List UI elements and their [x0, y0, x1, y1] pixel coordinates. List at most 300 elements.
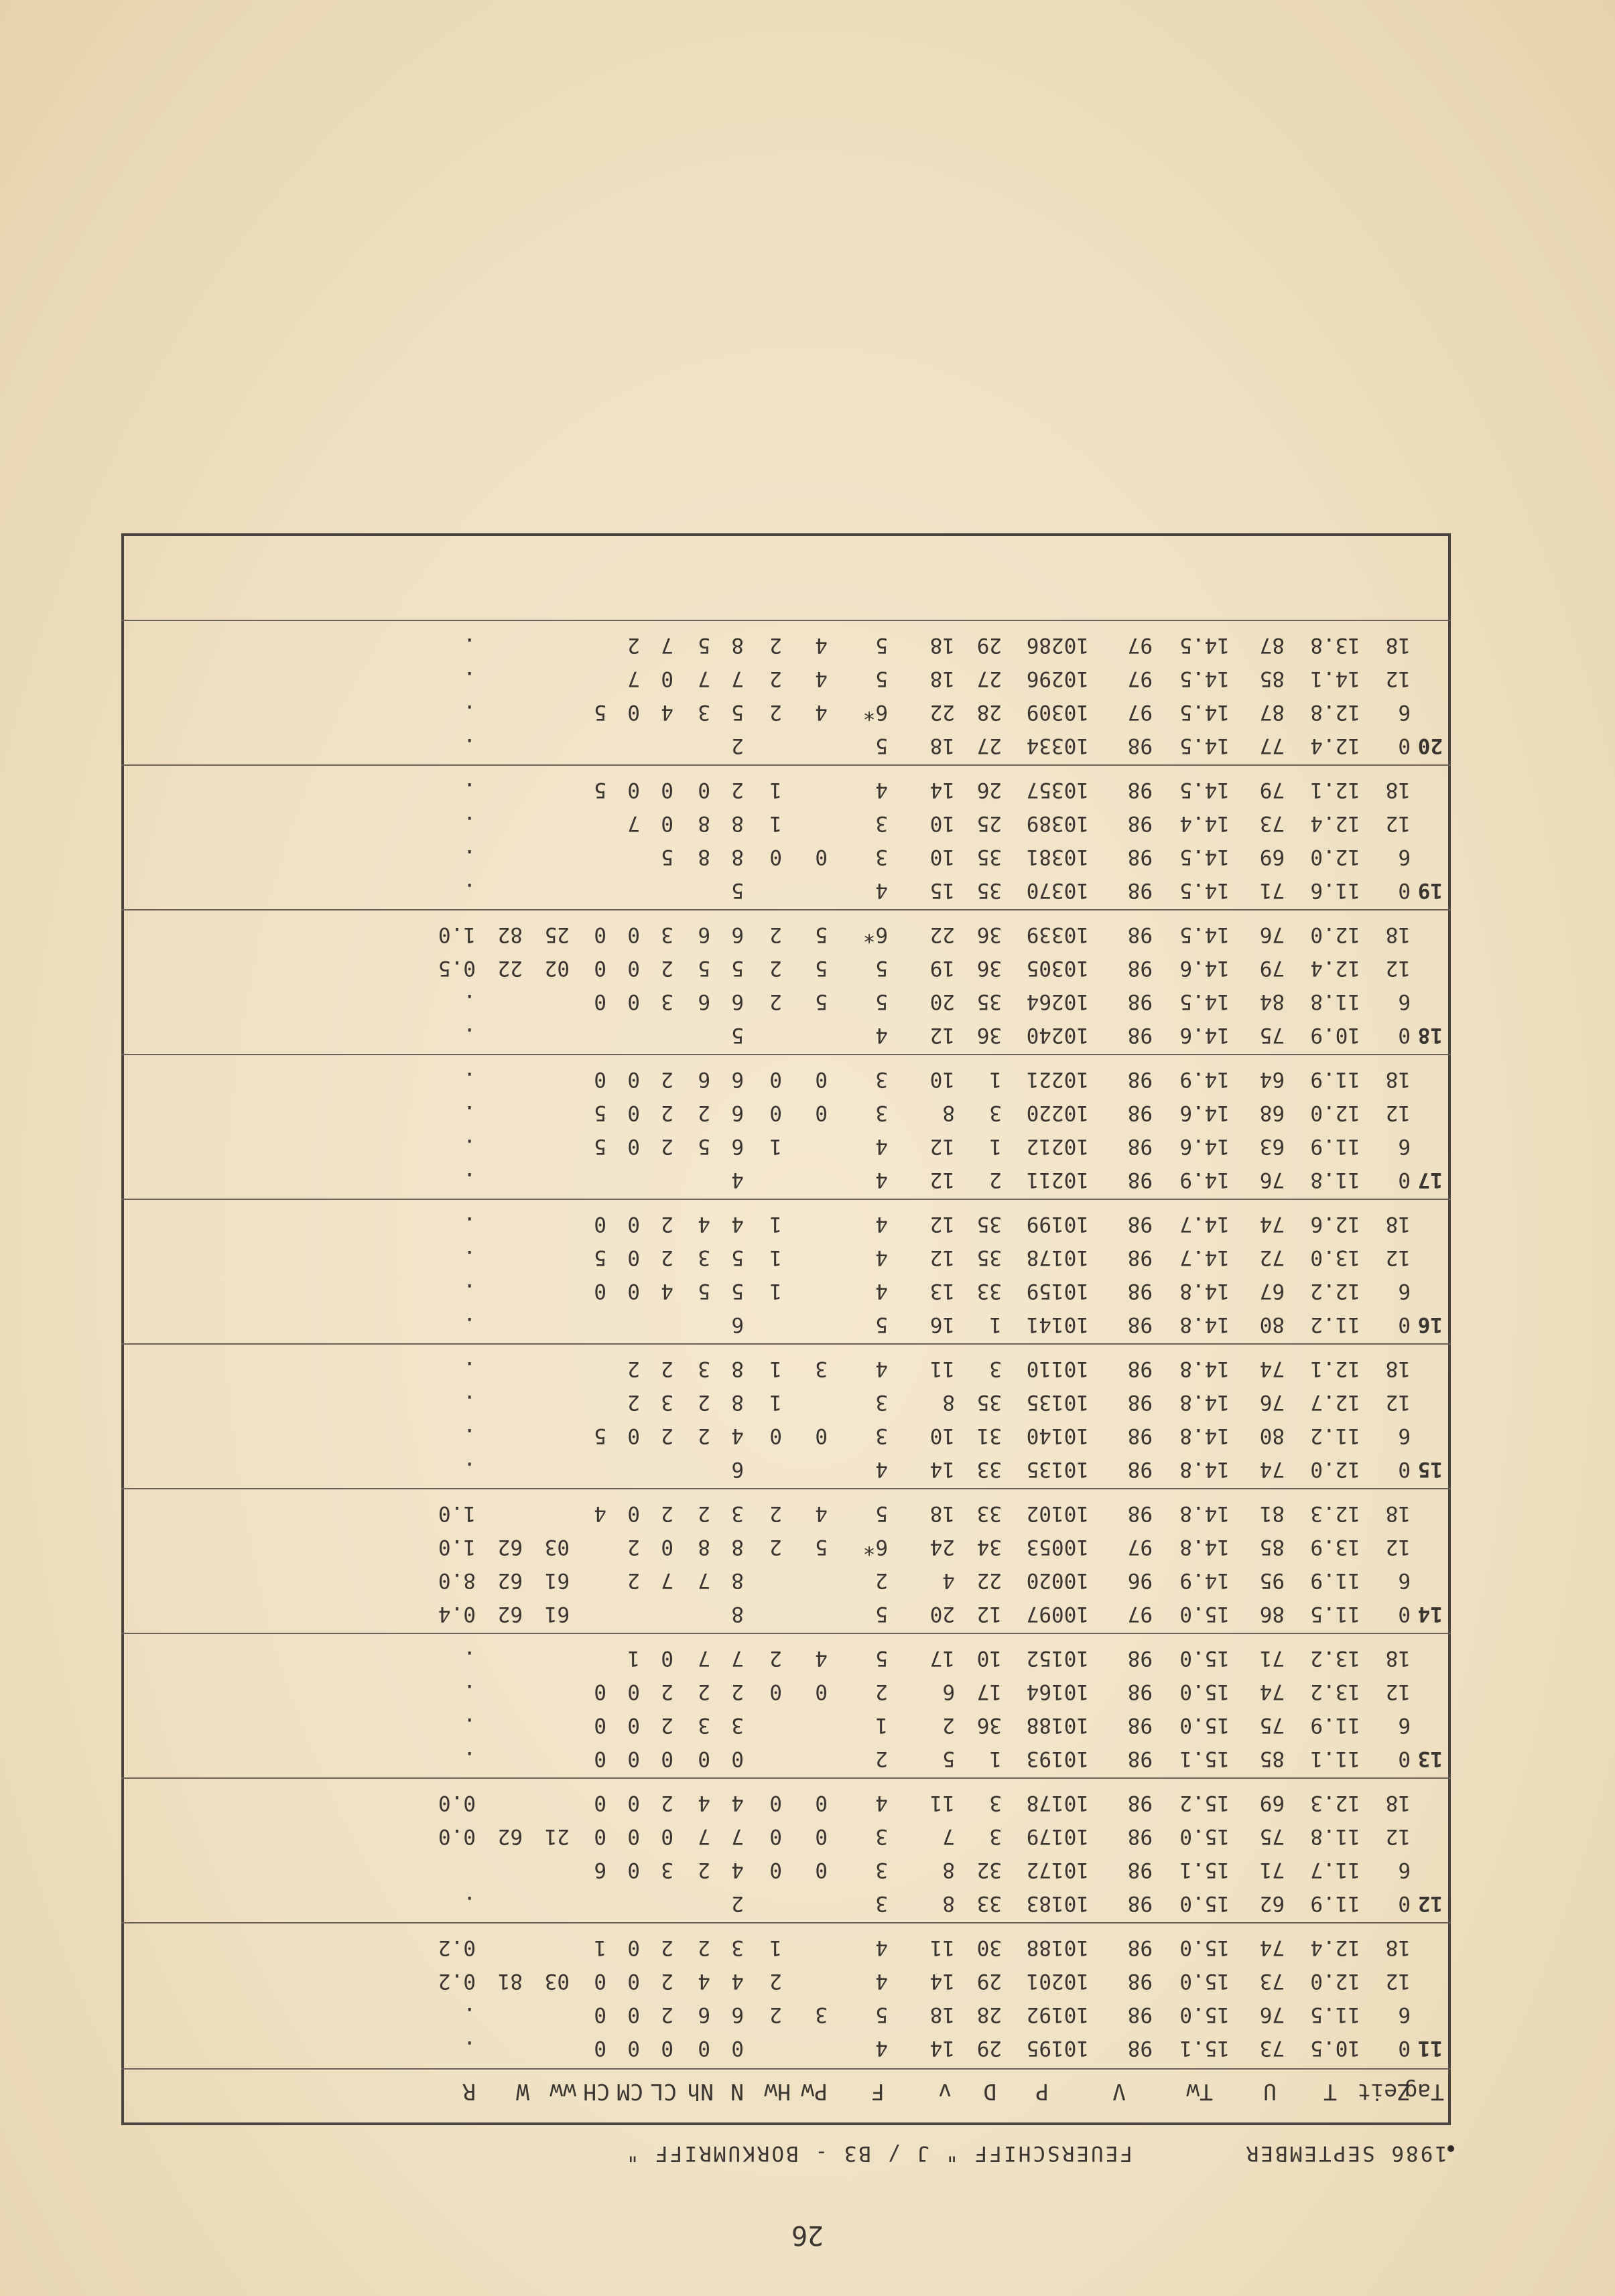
cell-nh: 2 — [698, 1858, 710, 1882]
cell-u: 79 — [1259, 778, 1285, 802]
table-row — [121, 691, 1451, 724]
cell-v: 10 — [929, 1424, 955, 1448]
cell-nh: 3 — [698, 1713, 710, 1737]
cell-n: 6 — [731, 1457, 744, 1481]
cell-u: 75 — [1259, 1824, 1285, 1848]
cell-nh: 6 — [698, 1067, 710, 1091]
cell-t: 12.0 — [1310, 1101, 1360, 1125]
column-header: Zeit — [1357, 2079, 1411, 2105]
cell-ch: 5 — [594, 1245, 606, 1270]
cell-nh: 5 — [698, 956, 710, 980]
cell-ch: 0 — [594, 2003, 606, 2027]
cell-r: . — [463, 1646, 476, 1670]
cell-f: 2 — [875, 1680, 888, 1704]
cell-n: 8 — [731, 1357, 744, 1381]
cell-v: 10 — [929, 811, 955, 835]
table-row — [121, 1737, 1451, 1771]
cell-r: . — [463, 633, 476, 657]
cell-pw: 0 — [815, 1424, 828, 1448]
cell-f: 3 — [875, 1891, 888, 1915]
cell-nh: 4 — [698, 1212, 710, 1236]
cell-v: 98 — [1127, 923, 1153, 947]
cell-v: 5 — [942, 1747, 955, 1771]
cell-t: 11.9 — [1310, 1891, 1360, 1915]
day-separator — [121, 620, 1451, 621]
cell-cl: 3 — [661, 923, 673, 947]
cell-zeit: 6 — [1398, 1279, 1411, 1303]
cell-tw: 14.8 — [1179, 1390, 1230, 1414]
table-row — [121, 1203, 1451, 1236]
cell-n: 8 — [731, 1568, 744, 1593]
cell-cm: 0 — [627, 1212, 640, 1236]
cell-p: 10102 — [1026, 1501, 1089, 1526]
cell-r: . — [463, 1245, 476, 1270]
cell-t: 12.7 — [1310, 1390, 1360, 1414]
cell-hw: 0 — [769, 845, 782, 869]
cell-nh: 2 — [698, 1424, 710, 1448]
cell-hw: 0 — [769, 1424, 782, 1448]
cell-d: 10 — [976, 1646, 1002, 1670]
cell-zeit: 0 — [1398, 1457, 1411, 1481]
cell-f: 5 — [875, 734, 888, 758]
cell-v: 2 — [942, 1713, 955, 1737]
cell-v: 20 — [929, 990, 955, 1014]
cell-nh: 7 — [698, 667, 710, 691]
cell-tag: 15 — [1417, 1457, 1443, 1481]
table-row — [121, 1236, 1451, 1270]
table-row — [121, 1414, 1451, 1448]
column-header: Hw — [764, 2079, 791, 2105]
table-row — [121, 869, 1451, 902]
cell-u: 85 — [1259, 667, 1285, 691]
cell-zeit: 18 — [1385, 1067, 1411, 1091]
cell-p: 10357 — [1026, 778, 1089, 802]
cell-ch: 0 — [594, 1791, 606, 1815]
cell-zeit: 18 — [1385, 1791, 1411, 1815]
cell-f: 4 — [875, 1245, 888, 1270]
cell-hw: 2 — [769, 2003, 782, 2027]
heading-ship: FEUERSCHIFF " J / B3 - BORKUMRIFF " — [624, 2141, 1133, 2165]
cell-hw: 0 — [769, 1101, 782, 1125]
cell-tw: 14.8 — [1179, 1279, 1230, 1303]
cell-v: 6 — [942, 1680, 955, 1704]
cell-v: 98 — [1127, 1824, 1153, 1848]
cell-f: 6* — [862, 923, 888, 947]
cell-cl: 0 — [661, 778, 673, 802]
cell-f: 4 — [875, 1457, 888, 1481]
cell-n: 3 — [731, 1501, 744, 1526]
cell-v: 11 — [929, 1791, 955, 1815]
cell-v: 18 — [929, 1501, 955, 1526]
cell-cl: 5 — [661, 845, 673, 869]
cell-p: 10193 — [1026, 1747, 1089, 1771]
cell-tw: 14.5 — [1179, 845, 1230, 869]
cell-hw: 2 — [769, 633, 782, 657]
cell-cm: 0 — [627, 2036, 640, 2060]
cell-u: 73 — [1259, 1969, 1285, 1993]
cell-v: 98 — [1127, 1424, 1153, 1448]
cell-nh: 4 — [698, 1791, 710, 1815]
cell-zeit: 6 — [1398, 1858, 1411, 1882]
cell-d: 33 — [976, 1279, 1002, 1303]
cell-nh: 3 — [698, 700, 710, 724]
cell-hw: 2 — [769, 1501, 782, 1526]
cell-v: 98 — [1127, 811, 1153, 835]
table-row — [121, 947, 1451, 980]
cell-p: 10212 — [1026, 1134, 1089, 1158]
column-header: R — [462, 2079, 476, 2105]
cell-r: . — [463, 1390, 476, 1414]
cell-v: 98 — [1127, 1312, 1153, 1337]
cell-f: 4 — [875, 1279, 888, 1303]
table-row — [121, 1091, 1451, 1125]
cell-r: . — [463, 1067, 476, 1091]
day-separator — [121, 1922, 1451, 1923]
column-header: W — [516, 2079, 529, 2105]
cell-tag: 18 — [1417, 1023, 1443, 1047]
cell-n: 5 — [731, 1245, 744, 1270]
cell-zeit: 12 — [1385, 956, 1411, 980]
table-row — [121, 1960, 1451, 1993]
cell-hw: 1 — [769, 1134, 782, 1158]
cell-hw: 2 — [769, 990, 782, 1014]
cell-n: 5 — [731, 878, 744, 902]
cell-zeit: 18 — [1385, 1501, 1411, 1526]
cell-d: 1 — [989, 1134, 1002, 1158]
table-row — [121, 913, 1451, 947]
cell-cm: 0 — [627, 923, 640, 947]
cell-cm: 2 — [627, 1390, 640, 1414]
cell-nh: 8 — [698, 811, 710, 835]
cell-nh: 6 — [698, 990, 710, 1014]
cell-cl: 0 — [661, 1535, 673, 1559]
cell-hw: 1 — [769, 1390, 782, 1414]
cell-v: 8 — [942, 1390, 955, 1414]
cell-hw: 0 — [769, 1791, 782, 1815]
cell-v: 12 — [929, 1168, 955, 1192]
cell-v: 12 — [929, 1245, 955, 1270]
cell-r: . — [463, 1312, 476, 1337]
cell-cm: 0 — [627, 1791, 640, 1815]
cell-f: 4 — [875, 1134, 888, 1158]
cell-zeit: 18 — [1385, 778, 1411, 802]
cell-cm: 0 — [627, 1134, 640, 1158]
cell-w: 81 — [497, 1969, 523, 1993]
cell-v: 12 — [929, 1023, 955, 1047]
column-header: CH — [583, 2079, 610, 2105]
cell-hw: 0 — [769, 1824, 782, 1848]
cell-v: 97 — [1127, 667, 1153, 691]
cell-r: . — [463, 734, 476, 758]
cell-w: 82 — [497, 923, 523, 947]
cell-r: . — [463, 1101, 476, 1125]
column-header-row — [121, 2070, 1451, 2110]
cell-u: 74 — [1259, 1936, 1285, 1960]
cell-f: 4 — [875, 1168, 888, 1192]
cell-u: 86 — [1259, 1602, 1285, 1626]
cell-u: 68 — [1259, 1101, 1285, 1125]
column-header: T — [1323, 2079, 1337, 2105]
cell-f: 5 — [875, 990, 888, 1014]
cell-cl: 4 — [661, 700, 673, 724]
cell-cm: 2 — [627, 1568, 640, 1593]
cell-nh: 0 — [698, 778, 710, 802]
cell-cm: 7 — [627, 811, 640, 835]
cell-cl: 0 — [661, 811, 673, 835]
cell-p: 10141 — [1026, 1312, 1089, 1337]
table-row — [121, 1593, 1451, 1626]
cell-tw: 15.0 — [1179, 1680, 1230, 1704]
cell-v: 18 — [929, 734, 955, 758]
cell-tw: 14.8 — [1179, 1535, 1230, 1559]
cell-f: 4 — [875, 1212, 888, 1236]
cell-v: 22 — [929, 700, 955, 724]
cell-d: 12 — [976, 1602, 1002, 1626]
cell-v: 98 — [1127, 2003, 1153, 2027]
cell-p: 10309 — [1026, 700, 1089, 724]
cell-pw: 5 — [815, 1535, 828, 1559]
cell-v: 11 — [929, 1936, 955, 1960]
cell-v: 97 — [1127, 1535, 1153, 1559]
cell-d: 28 — [976, 700, 1002, 724]
cell-p: 10221 — [1026, 1067, 1089, 1091]
cell-pw: 4 — [815, 667, 828, 691]
cell-f: 5 — [875, 633, 888, 657]
cell-cl: 2 — [661, 956, 673, 980]
cell-nh: 4 — [698, 1969, 710, 1993]
cell-tw: 14.6 — [1179, 956, 1230, 980]
cell-tw: 14.6 — [1179, 1134, 1230, 1158]
table-row — [121, 1559, 1451, 1593]
cell-w: 62 — [497, 1568, 523, 1593]
cell-pw: 0 — [815, 1067, 828, 1091]
cell-n: 8 — [731, 1535, 744, 1559]
cell-ch: 0 — [594, 1067, 606, 1091]
cell-v: 13 — [929, 1279, 955, 1303]
cell-d: 29 — [976, 1969, 1002, 1993]
cell-tag: 20 — [1417, 734, 1443, 758]
cell-f: 3 — [875, 1101, 888, 1125]
cell-cl: 0 — [661, 1747, 673, 1771]
cell-p: 10140 — [1026, 1424, 1089, 1448]
cell-nh: 5 — [698, 633, 710, 657]
cell-hw: 0 — [769, 1858, 782, 1882]
cell-tw: 15.0 — [1179, 1646, 1230, 1670]
cell-cl: 2 — [661, 1501, 673, 1526]
cell-cm: 0 — [627, 1424, 640, 1448]
cell-v: 98 — [1127, 1936, 1153, 1960]
cell-u: 73 — [1259, 811, 1285, 835]
cell-f: 5 — [875, 1501, 888, 1526]
cell-tw: 14.5 — [1179, 778, 1230, 802]
cell-t: 10.5 — [1310, 2036, 1360, 2060]
cell-n: 5 — [731, 700, 744, 724]
cell-hw: 2 — [769, 923, 782, 947]
cell-n: 4 — [731, 1212, 744, 1236]
cell-t: 13.9 — [1310, 1535, 1360, 1559]
cell-ch: 0 — [594, 1279, 606, 1303]
table-row — [121, 1670, 1451, 1704]
cell-u: 64 — [1259, 1067, 1285, 1091]
cell-n: 8 — [731, 811, 744, 835]
cell-nh: 6 — [698, 923, 710, 947]
cell-r: . — [463, 1134, 476, 1158]
cell-u: 74 — [1259, 1357, 1285, 1381]
cell-pw: 0 — [815, 1791, 828, 1815]
cell-t: 11.9 — [1310, 1713, 1360, 1737]
cell-t: 11.8 — [1310, 1168, 1360, 1192]
cell-zeit: 18 — [1385, 1646, 1411, 1670]
cell-p: 10164 — [1026, 1680, 1089, 1704]
cell-d: 27 — [976, 734, 1002, 758]
day-separator — [121, 1199, 1451, 1200]
cell-u: 62 — [1259, 1891, 1285, 1915]
cell-tw: 15.1 — [1179, 2036, 1230, 2060]
cell-n: 4 — [731, 1969, 744, 1993]
cell-zeit: 18 — [1385, 923, 1411, 947]
cell-pw: 4 — [815, 633, 828, 657]
cell-u: 73 — [1259, 2036, 1285, 2060]
column-header: Tag — [1404, 2079, 1444, 2105]
cell-tw: 14.4 — [1179, 811, 1230, 835]
cell-r: 1.0 — [438, 1501, 476, 1526]
cell-r: . — [463, 1457, 476, 1481]
cell-u: 74 — [1259, 1212, 1285, 1236]
cell-p: 10305 — [1026, 956, 1089, 980]
table-row — [121, 624, 1451, 657]
cell-f: 1 — [875, 1713, 888, 1737]
cell-cl: 2 — [661, 1134, 673, 1158]
cell-n: 4 — [731, 1791, 744, 1815]
cell-cl: 2 — [661, 1101, 673, 1125]
cell-cl: 2 — [661, 1357, 673, 1381]
cell-n: 3 — [731, 1713, 744, 1737]
cell-cm: 0 — [627, 1824, 640, 1848]
cell-f: 3 — [875, 845, 888, 869]
cell-t: 12.0 — [1310, 1457, 1360, 1481]
table-row — [121, 1526, 1451, 1559]
cell-ch: 0 — [594, 2036, 606, 2060]
cell-t: 13.2 — [1310, 1680, 1360, 1704]
cell-u: 76 — [1259, 923, 1285, 947]
table-row — [121, 802, 1451, 835]
column-header: V — [1112, 2079, 1126, 2105]
cell-f: 3 — [875, 811, 888, 835]
cell-ch: 0 — [594, 1212, 606, 1236]
cell-v: 98 — [1127, 1791, 1153, 1815]
cell-hw: 1 — [769, 1357, 782, 1381]
cell-u: 71 — [1259, 1858, 1285, 1882]
page-number: 26 — [791, 2220, 824, 2250]
cell-cm: 1 — [627, 1646, 640, 1670]
cell-tw: 14.8 — [1179, 1357, 1230, 1381]
cell-f: 4 — [875, 1023, 888, 1047]
cell-w: 22 — [497, 956, 523, 980]
cell-n: 4 — [731, 1424, 744, 1448]
cell-cl: 3 — [661, 990, 673, 1014]
cell-v: 98 — [1127, 845, 1153, 869]
cell-u: 75 — [1259, 1023, 1285, 1047]
cell-u: 87 — [1259, 633, 1285, 657]
cell-t: 11.8 — [1310, 1824, 1360, 1848]
cell-hw: 1 — [769, 1936, 782, 1960]
cell-tag: 12 — [1417, 1891, 1443, 1915]
cell-f: 3 — [875, 1067, 888, 1091]
cell-v: 98 — [1127, 1067, 1153, 1091]
cell-hw: 0 — [769, 1067, 782, 1091]
cell-zeit: 12 — [1385, 811, 1411, 835]
cell-cm: 0 — [627, 1747, 640, 1771]
cell-v: 14 — [929, 1457, 955, 1481]
cell-d: 25 — [976, 811, 1002, 835]
table-row — [121, 1848, 1451, 1882]
cell-v: 98 — [1127, 734, 1153, 758]
column-header: P — [1035, 2079, 1049, 2105]
table-row — [121, 657, 1451, 691]
cell-nh: 2 — [698, 1936, 710, 1960]
cell-ch: 0 — [594, 1680, 606, 1704]
cell-cm: 0 — [627, 1101, 640, 1125]
cell-r: . — [463, 990, 476, 1014]
cell-u: 72 — [1259, 1245, 1285, 1270]
cell-v: 20 — [929, 1602, 955, 1626]
cell-r: . — [463, 845, 476, 869]
cell-t: 11.8 — [1310, 990, 1360, 1014]
cell-u: 85 — [1259, 1535, 1285, 1559]
cell-t: 12.4 — [1310, 811, 1360, 835]
cell-p: 10159 — [1026, 1279, 1089, 1303]
cell-u: 63 — [1259, 1134, 1285, 1158]
cell-cl: 2 — [661, 1245, 673, 1270]
cell-n: 5 — [731, 1023, 744, 1047]
table-row — [121, 1347, 1451, 1381]
cell-pw: 0 — [815, 1680, 828, 1704]
cell-nh: 3 — [698, 1245, 710, 1270]
cell-v: 98 — [1127, 1858, 1153, 1882]
cell-p: 10296 — [1026, 667, 1089, 691]
cell-hw: 2 — [769, 1535, 782, 1559]
cell-p: 10286 — [1026, 633, 1089, 657]
cell-r: . — [463, 1279, 476, 1303]
cell-n: 2 — [731, 734, 744, 758]
cell-cl: 0 — [661, 2036, 673, 2060]
cell-t: 12.3 — [1310, 1791, 1360, 1815]
cell-cm: 0 — [627, 1858, 640, 1882]
cell-v: 97 — [1127, 633, 1153, 657]
cell-tw: 15.0 — [1179, 1969, 1230, 1993]
cell-nh: 8 — [698, 845, 710, 869]
cell-ch: 0 — [594, 1713, 606, 1737]
cell-nh: 8 — [698, 1535, 710, 1559]
table-row — [121, 2027, 1451, 2060]
cell-p: 10172 — [1026, 1858, 1089, 1882]
cell-d: 3 — [989, 1357, 1002, 1381]
cell-r: . — [463, 1168, 476, 1192]
table-row — [121, 1637, 1451, 1670]
cell-r: 1.0 — [438, 923, 476, 947]
cell-d: 29 — [976, 2036, 1002, 2060]
cell-pw: 5 — [815, 990, 828, 1014]
cell-d: 31 — [976, 1424, 1002, 1448]
cell-p: 10192 — [1026, 2003, 1089, 2027]
cell-v: 98 — [1127, 1134, 1153, 1158]
cell-cm: 0 — [627, 1713, 640, 1737]
cell-d: 36 — [976, 1023, 1002, 1047]
cell-tw: 14.8 — [1179, 1424, 1230, 1448]
cell-r: . — [463, 2036, 476, 2060]
cell-v: 98 — [1127, 1212, 1153, 1236]
cell-cm: 0 — [627, 1969, 640, 1993]
